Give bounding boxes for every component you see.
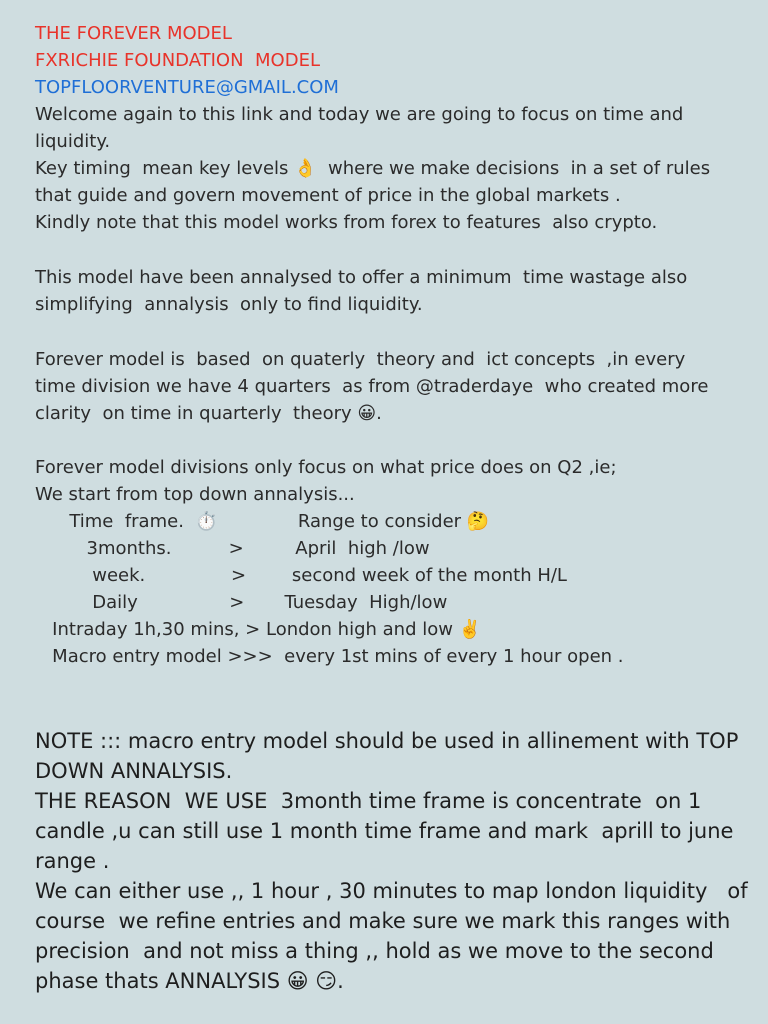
paragraph-line: clarity on time in quarterly theory 😀.: [35, 403, 382, 424]
table-row: Daily > Tuesday High/low: [35, 592, 448, 613]
table-row: Time frame. ⏱️ Range to consider 🤔: [35, 511, 490, 532]
note-line: precision and not miss a thing ,, hold as we move to the second: [35, 939, 714, 963]
document-subtitle: FXRICHIE FOUNDATION MODEL: [35, 50, 320, 71]
document-title: THE FOREVER MODEL: [35, 23, 232, 44]
intro-line: that guide and govern movement of price in the global markets .: [35, 185, 621, 206]
table-row: 3months. > April high /low: [35, 538, 430, 559]
table-row: week. > second week of the month H/L: [35, 565, 567, 586]
paragraph-line: Forever model is based on quaterly theory and ict concepts ,in every: [35, 349, 686, 370]
note-line: course we refine entries and make sure we mark this ranges with: [35, 909, 731, 933]
paragraph-line: This model have been annalysed to offer a minimum time wastage also: [35, 267, 688, 288]
intro-line: Key timing mean key levels 👌 where we make decisions in a set of rules: [35, 158, 711, 179]
intro-line: Kindly note that this model works from forex to features also crypto.: [35, 212, 658, 233]
note-line: DOWN ANNALYSIS.: [35, 759, 233, 783]
note-line: NOTE ::: macro entry model should be used in allinement with TOP: [35, 729, 739, 753]
contact-email: TOPFLOORVENTURE@GMAIL.COM: [35, 77, 339, 98]
note-line: We can either use ,, 1 hour , 30 minutes to map london liquidity of: [35, 879, 748, 903]
note-line: candle ,u can still use 1 month time frame and mark aprill to june: [35, 819, 734, 843]
paragraph-line: We start from top down annalysis...: [35, 484, 355, 505]
note-line: phase thats ANNALYSIS 😀 😏.: [35, 969, 344, 993]
intro-line: Welcome again to this link and today we are going to focus on time and: [35, 104, 684, 125]
intro-line: liquidity.: [35, 131, 111, 152]
paragraph-line: simplifying annalysis only to find liquidity.: [35, 294, 423, 315]
table-row: Macro entry model >>> every 1st mins of every 1 hour open .: [35, 646, 624, 667]
paragraph-line: time division we have 4 quarters as from @traderdaye who created more: [35, 376, 709, 397]
note-line: THE REASON WE USE 3month time frame is concentrate on 1: [35, 789, 702, 813]
table-row: Intraday 1h,30 mins, > London high and low ✌️: [35, 619, 482, 640]
paragraph-line: Forever model divisions only focus on what price does on Q2 ,ie;: [35, 457, 617, 478]
note-line: range .: [35, 849, 110, 873]
